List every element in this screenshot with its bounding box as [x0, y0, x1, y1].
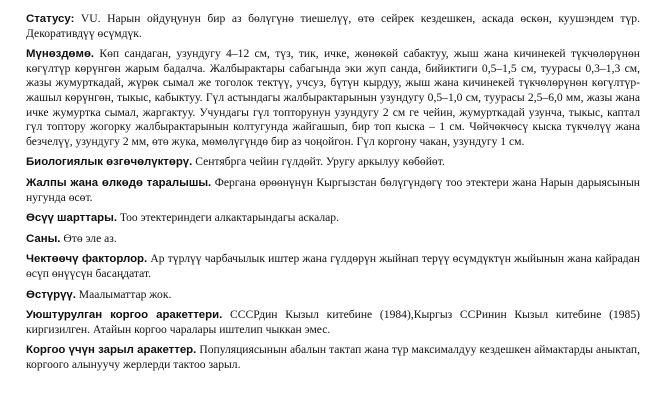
- limiting-factors-paragraph: [26, 252, 640, 281]
- protection-measures-paragraph: [26, 308, 640, 337]
- protection-measures-label: Уюштурулган коргоо аракеттери.: [26, 309, 223, 322]
- description-text: Көп сандаган, узундугу 4–12 см, түз, тик, ичке, жөнөкөй сабактуу, жыш жана кичинекей түкчөлөрүнөн көгүлтүр көрүнгөн жарым бадалча. Жалбырактары сабагында эки жуп санда, бийиктиги 0,5–1,5 см, туурасы 0,3–1,3 см, жазы жумурткадай, жүрөк сымал же тоголок тектүү, учсуз, бүтүн кырдуу, жыш жана кичинекей түкчөлөрүнөн көгүлтүр-жашыл көрүнгөн, тыкыс, кабыктуу. Гүл астындагы жалбырактарынын узундугу 0,5–1,0 см, туурасы 2,5–6,0 мм, жазы жана ичке жумуртка сымал, жаргактуу. Учундагы гүл топторунун узундугу 2 см ге чейин, жумурткадай узунча, тыкыс, каптал гүл топтору жогорку жалбырактарынын колтугунда жайгашып, бир топ кыска – 1 см. Чөйчөкчөсү кыска түкчөлүү жана безчелүү, узундугу 2 мм, өтө жука, мөмөлүгүндө бир аз чоңойгон. Гүл коргону чакан, узундугу 1 см.: [26, 47, 640, 148]
- habitat-paragraph: [26, 211, 640, 226]
- cultivation-label: Өстүрүү.: [26, 288, 76, 301]
- limiting-factors-text: Ар түрлүү чарбачылык иштер жана гүлдөрүн жыйнап терүү өсүмдүктүн жыйынын жана кайрадан өсүп өнүүсүн басаңдатат.: [26, 252, 641, 280]
- habitat-label: Өсүү шарттары.: [26, 212, 118, 225]
- abundance-paragraph: [26, 232, 640, 247]
- status-label: Статусу:: [26, 13, 75, 25]
- status-text: VU. Нарын ойдуңунун бир аз бөлүгүнө тиешелүү, өтө сейрек кездешкен, аскада өскөн, куушэндем түр. Декоративдүү өсүмдүк.: [26, 12, 640, 40]
- habitat-text: Тоо этектериндеги алкактарындагы аскалар.: [117, 211, 339, 225]
- biology-text: Сентябрга чейин гүлдөйт. Уругу аркылуу көбөйөт.: [192, 155, 445, 169]
- cultivation-text: Маалыматтар жок.: [75, 287, 172, 301]
- needed-actions-text: Популяциясынын абалын тактап жана түр максималдуу кездешкен аймактарды аныктап, коргоого алынуучу жерлерди тактоо зарыл.: [26, 343, 640, 371]
- biology-paragraph: [26, 155, 640, 170]
- description-paragraph: [26, 47, 640, 149]
- abundance-text: Өтө эле аз.: [60, 231, 117, 245]
- distribution-paragraph: [26, 176, 640, 205]
- cultivation-paragraph: [26, 288, 640, 303]
- description-label: Мүнөздөмө.: [26, 48, 95, 61]
- needed-actions-label: Коргоо үчүн зарыл аракеттер.: [26, 344, 197, 357]
- protection-measures-text: СССРдин Кызыл китебине (1984),Кыргыз ССРинин Кызыл китебине (1985) киргизилген. Атайын коргоо чаралары иштелип чыккан эмес.: [26, 308, 640, 336]
- distribution-label: Жалпы жана өлкөдө таралышы.: [26, 176, 212, 189]
- distribution-text: Фергана өрөөнүнүн Кыргызстан бөлүгүндөгү тоо этектери жана Нарын дарыясынын нугунда өсөт.: [26, 175, 641, 204]
- needed-actions-paragraph: [26, 343, 640, 372]
- abundance-label: Саны.: [26, 232, 61, 245]
- status-paragraph: [26, 12, 640, 41]
- biology-label: Биологиялык өзгөчөлүктөрү.: [26, 156, 193, 169]
- limiting-factors-label: Чектөөчү факторлор.: [26, 253, 148, 266]
